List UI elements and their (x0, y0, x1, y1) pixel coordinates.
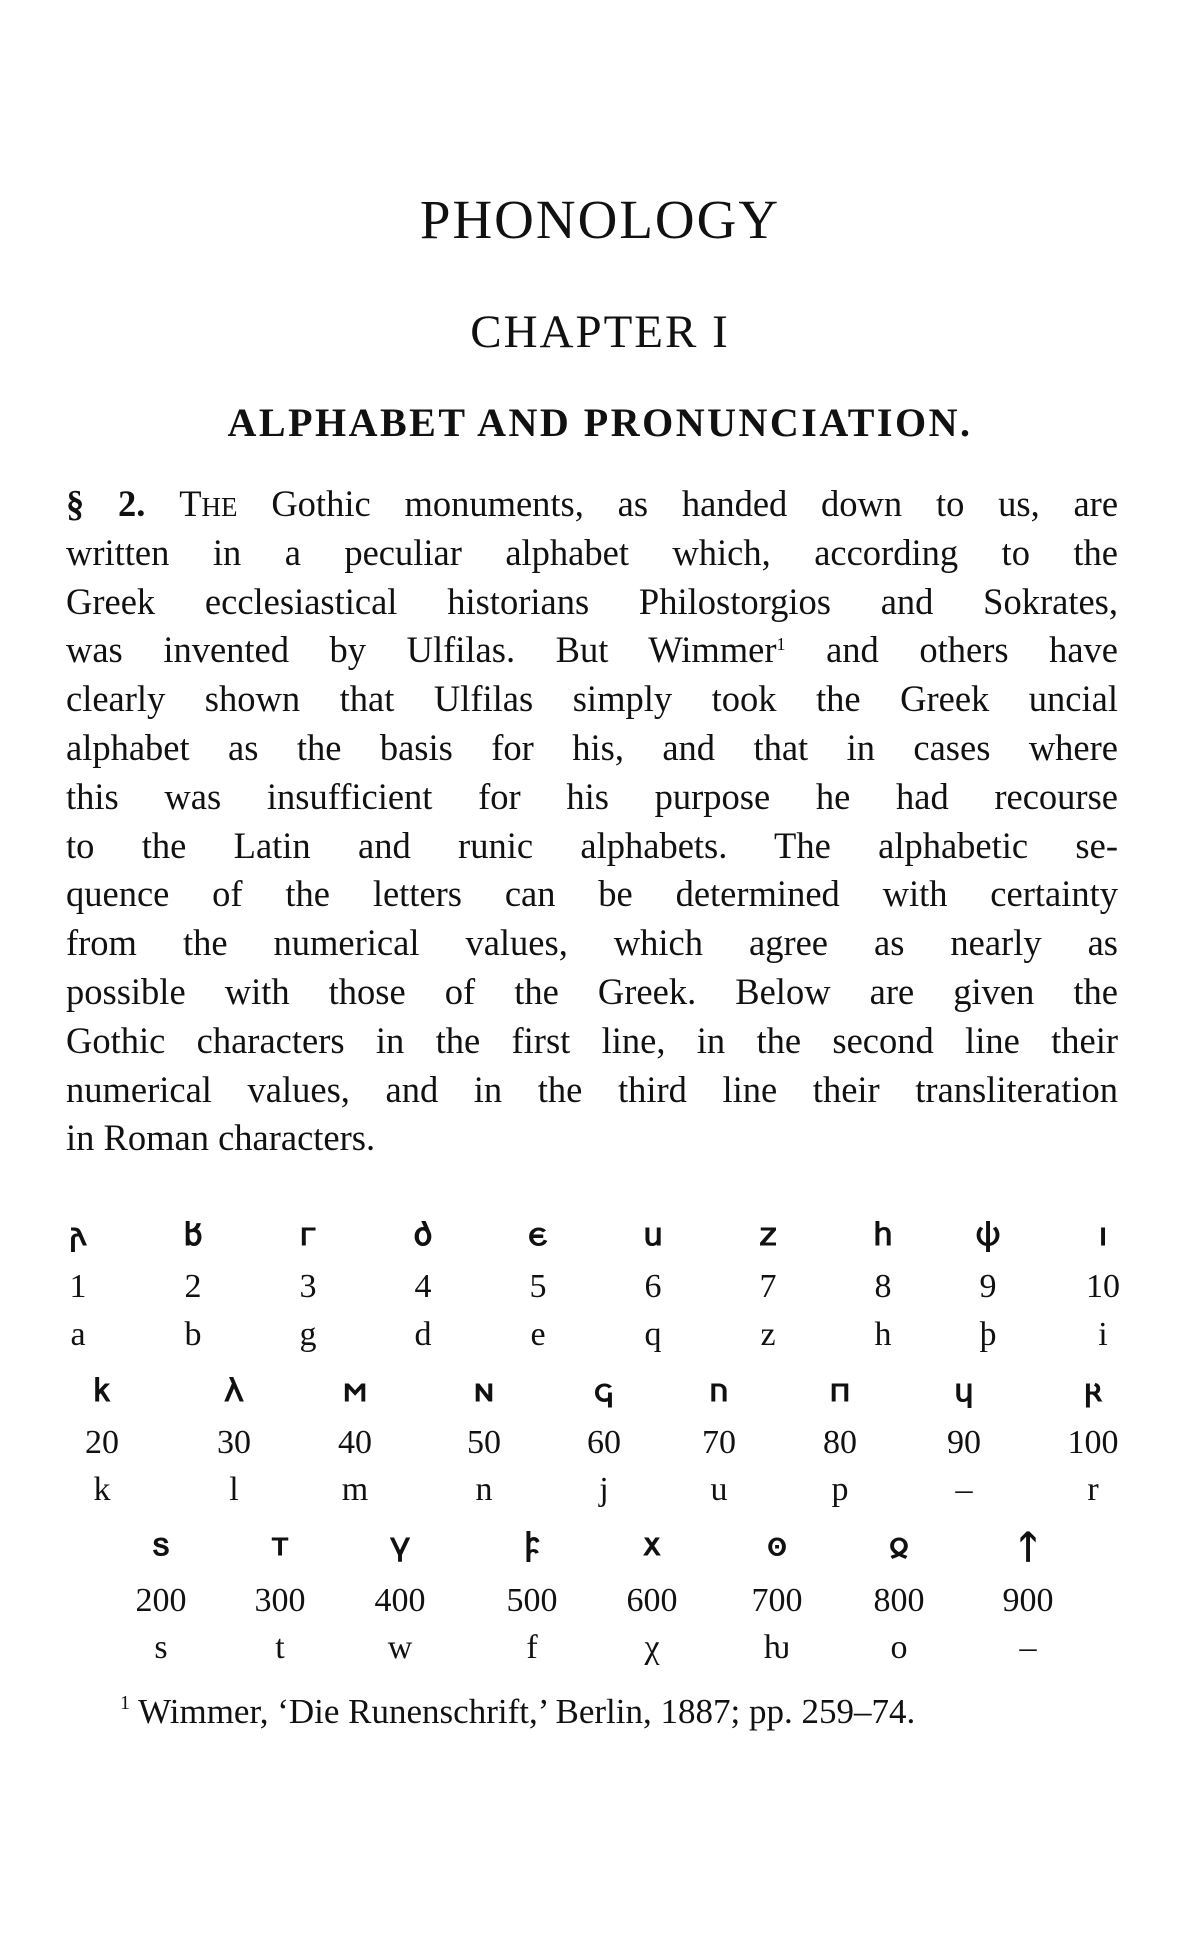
numeric-value: 60 (587, 1424, 621, 1461)
drop-letter: T (179, 483, 202, 524)
paragraph-line: quence of the letters can be determined with certainty (66, 873, 1118, 915)
paragraph-line: Greek ecclesiastical historians Philostorgios and Sokrates, (66, 580, 1118, 622)
numeric-value: 800 (873, 1582, 925, 1619)
small-caps: HE (201, 492, 238, 522)
paragraph-line: numerical values, and in the third line their transliteration (66, 1068, 1118, 1110)
numeric-value: 10 (1086, 1268, 1120, 1305)
transliteration: e (530, 1316, 546, 1353)
gothic-letter: 𐌿 (709, 1371, 729, 1409)
gothic-letter: 𐍆 (524, 1525, 540, 1563)
gothic-letter: 𐌼 (343, 1371, 367, 1409)
chapter-heading: CHAPTER I (470, 306, 730, 358)
gothic-letter: 𐍀 (830, 1371, 850, 1409)
gothic-letter: 𐌵 (643, 1215, 663, 1253)
footnote-text: Wimmer, ‘Die Runenschrift,’ Berlin, 1887; pp. 259–74. (138, 1692, 916, 1731)
gothic-letter: 𐌻 (224, 1371, 244, 1409)
line-text: was invented by Ulfilas. But Wimmer (66, 629, 777, 671)
numeric-value: 8 (874, 1268, 892, 1305)
transliteration: m (341, 1471, 369, 1508)
paragraph-line (66, 480, 1118, 529)
numeric-value: 9 (979, 1268, 997, 1305)
section-heading: ALPHABET AND PRONUNCIATION. (227, 400, 973, 445)
transliteration: g (299, 1316, 317, 1353)
transliteration: w (387, 1629, 413, 1666)
numeric-value: 6 (644, 1268, 662, 1305)
gothic-letter: 𐌹 (1099, 1215, 1107, 1253)
transliteration: u (710, 1471, 728, 1508)
numeric-value: 50 (467, 1424, 501, 1461)
transliteration: s (154, 1629, 168, 1666)
gothic-letter: 𐍇 (643, 1525, 661, 1563)
paragraph-line: in Roman characters. (66, 1117, 376, 1159)
transliteration: i (1098, 1316, 1108, 1353)
numeric-value: 2 (184, 1268, 202, 1305)
line-text: Gothic monuments, as handed down to us, are (271, 483, 1119, 524)
transliteration: q (644, 1316, 662, 1353)
footnote-reference: 1 (776, 634, 786, 655)
gothic-letter: 𐌸 (975, 1215, 1001, 1253)
transliteration: a (70, 1316, 86, 1353)
numeric-value: 4 (414, 1268, 432, 1305)
body-paragraph (66, 480, 1118, 1163)
gothic-letter: 𐌰 (69, 1215, 87, 1253)
gothic-letter: 𐌳 (414, 1215, 432, 1253)
gothic-letter: 𐌱 (183, 1215, 203, 1253)
gothic-letter: 𐍈 (767, 1525, 787, 1563)
numeric-value: 70 (702, 1424, 736, 1461)
transliteration: – (1019, 1629, 1037, 1666)
gothic-letter: 𐌴 (528, 1215, 548, 1253)
transliteration: r (1087, 1471, 1099, 1508)
paragraph-number: § 2. (66, 483, 146, 524)
numeric-value: 30 (217, 1424, 251, 1461)
gothic-letter: 𐌾 (594, 1371, 614, 1409)
footnote (120, 1692, 1120, 1732)
numeric-value: 300 (254, 1582, 306, 1619)
transliteration: t (275, 1629, 285, 1666)
numeric-value: 1 (69, 1268, 87, 1305)
numeric-value: 600 (626, 1582, 678, 1619)
gothic-letter: 𐍁 (954, 1371, 974, 1409)
paragraph-line: written in a peculiar alphabet which, according to the (66, 531, 1118, 573)
paragraph-line: to the Latin and runic alphabets. The alphabetic se- (66, 824, 1118, 866)
transliteration: b (184, 1316, 202, 1353)
line-text: and others have (826, 629, 1119, 671)
transliteration: h (874, 1316, 892, 1353)
transliteration: d (414, 1316, 432, 1353)
numeric-value: 7 (759, 1268, 777, 1305)
numeric-value: 200 (135, 1582, 187, 1619)
gothic-letter: 𐍄 (271, 1525, 289, 1563)
numeric-value: 5 (529, 1268, 547, 1305)
numeric-value: 500 (506, 1582, 558, 1619)
gothic-letter: 𐌺 (93, 1371, 111, 1409)
transliteration: k (93, 1471, 111, 1508)
numeric-value: 40 (338, 1424, 372, 1461)
transliteration: o (890, 1629, 908, 1666)
page-title: PHONOLOGY (419, 189, 781, 250)
gothic-letter: 𐌽 (474, 1371, 494, 1409)
numeric-value: 400 (374, 1582, 426, 1619)
transliteration: ƕ (763, 1629, 791, 1666)
gothic-letter: 𐌶 (759, 1215, 777, 1253)
gothic-letter: 𐌲 (300, 1215, 316, 1253)
transliteration: n (475, 1471, 493, 1508)
transliteration: p (831, 1471, 849, 1508)
paragraph-line: Gothic characters in the first line, in the second line their (66, 1019, 1118, 1061)
paragraph-line: this was insufficient for his purpose he had recourse (66, 775, 1118, 817)
numeric-value: 700 (751, 1582, 803, 1619)
transliteration: j (599, 1471, 609, 1508)
transliteration: χ (644, 1629, 660, 1666)
numeric-value: 100 (1067, 1424, 1119, 1461)
numeric-value: 20 (85, 1424, 119, 1461)
paragraph-line: clearly shown that Ulfilas simply took the Greek uncial (66, 678, 1118, 720)
paragraph-line (66, 626, 1118, 675)
paragraph-line: alphabet as the basis for his, and that in cases where (66, 726, 1118, 768)
gothic-letter: 𐍃 (152, 1525, 170, 1563)
transliteration: þ (979, 1316, 997, 1353)
numeric-value: 900 (1002, 1582, 1054, 1619)
transliteration: f (526, 1629, 538, 1666)
gothic-letter: 𐍂 (1084, 1371, 1102, 1409)
gothic-letter: 𐌷 (873, 1215, 893, 1253)
numeric-value: 90 (947, 1424, 981, 1461)
gothic-letter: 𐍊 (1020, 1525, 1036, 1563)
transliteration: l (229, 1471, 239, 1508)
numeric-value: 80 (823, 1424, 857, 1461)
gothic-letter: 𐍉 (889, 1525, 909, 1563)
transliteration: – (955, 1471, 973, 1508)
paragraph-line: possible with those of the Greek. Below are given the (66, 970, 1118, 1012)
paragraph-line: from the numerical values, which agree as nearly as (66, 922, 1118, 964)
gothic-letter: 𐍅 (389, 1525, 411, 1563)
transliteration: z (760, 1316, 776, 1353)
numeric-value: 3 (299, 1268, 317, 1305)
footnote-marker: 1 (120, 1692, 130, 1714)
